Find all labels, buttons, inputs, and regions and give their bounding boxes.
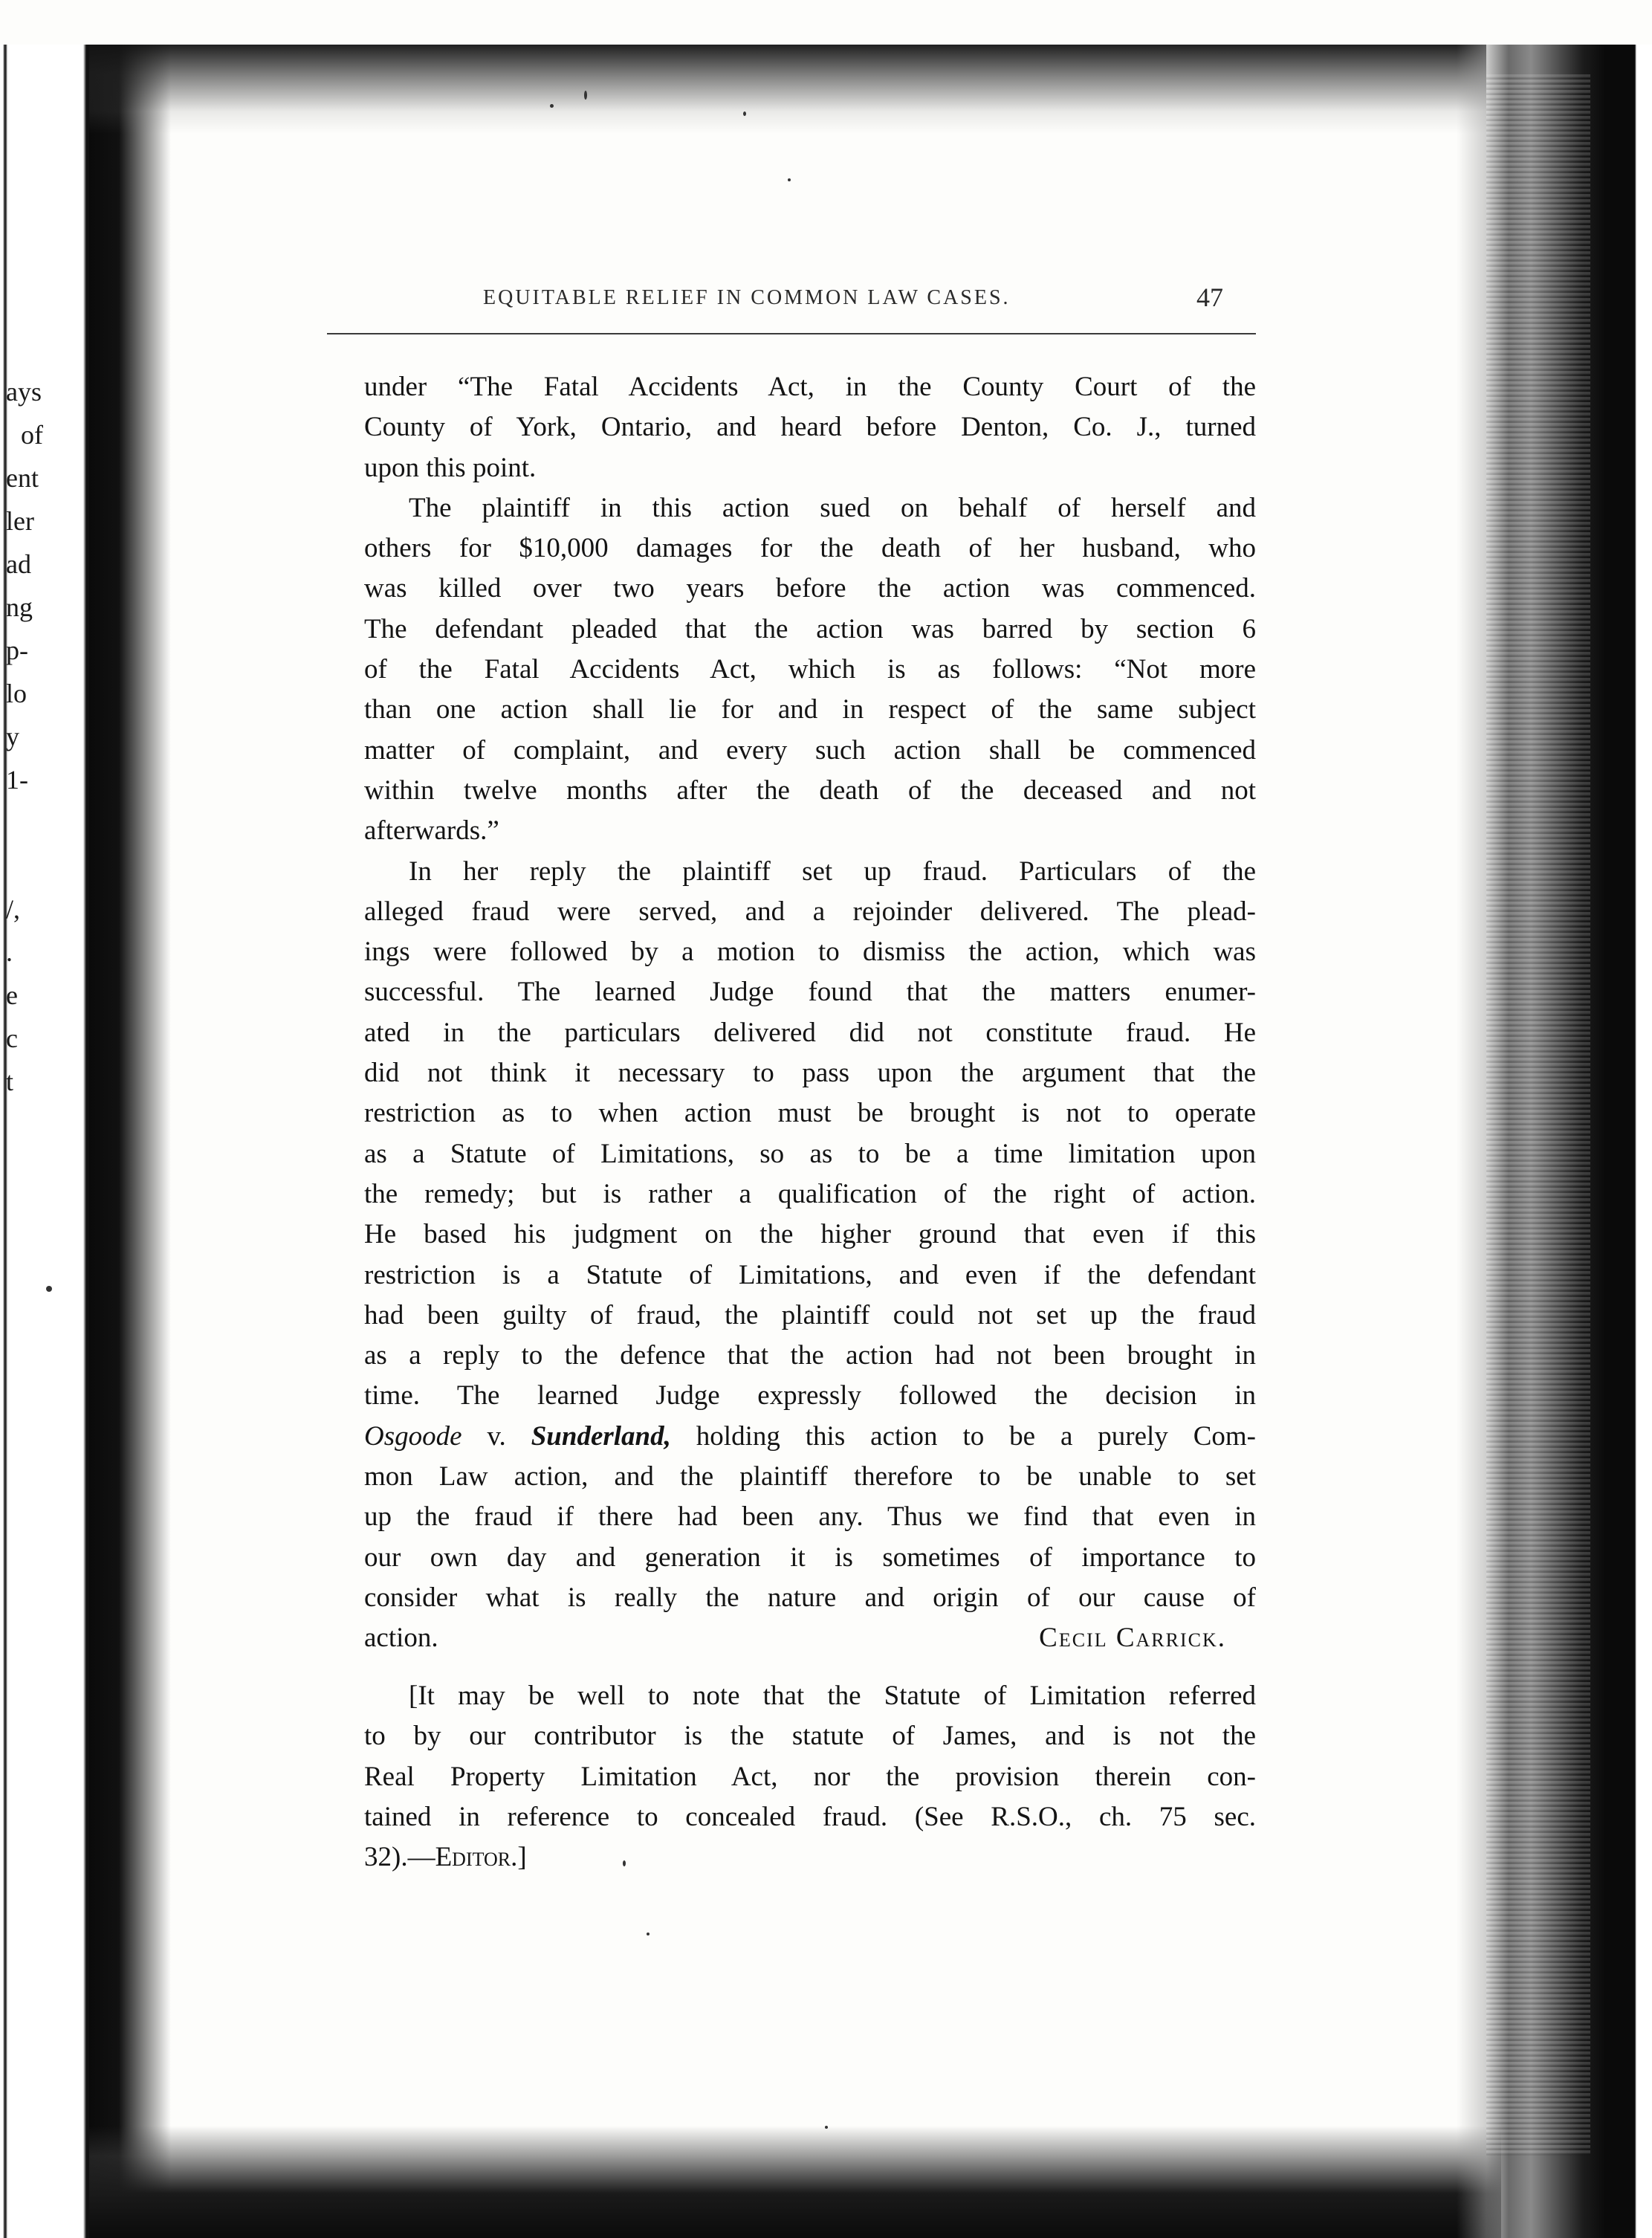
- text-line: had been guilty of fraud, the plaintiff could not set up the fraud: [364, 1299, 1256, 1330]
- text-line: was killed over two years before the action was commenced.: [364, 573, 1256, 604]
- scan-speck: [647, 1933, 650, 1935]
- text-line: of the Fatal Accidents Act, which is as follows: “Not more: [364, 654, 1256, 685]
- text-line: under “The Fatal Accidents Act, in the County Court of the: [364, 372, 1256, 402]
- fragment: ent: [6, 463, 39, 493]
- author-signature: Cecil Carrick.: [1039, 1623, 1226, 1654]
- text-line: ated in the particulars delivered did not constitute fraud. He: [364, 1017, 1256, 1048]
- case-name: Osgoode: [364, 1420, 462, 1452]
- fragment: ler: [6, 506, 34, 536]
- text-line: than one action shall lie for and in respect of the same subject: [364, 694, 1256, 725]
- editor-label: Editor.: [435, 1842, 518, 1873]
- text-line: time. The learned Judge expressly followed the decision in: [364, 1380, 1256, 1411]
- running-head: [483, 282, 1256, 323]
- scan-speck: [825, 2126, 828, 2129]
- scan-speck: [743, 111, 746, 116]
- fragment: t: [6, 1067, 14, 1096]
- text-line: upon this point.: [364, 452, 537, 483]
- case-name: Sunderland,: [531, 1420, 671, 1452]
- editor-note: [364, 1676, 1256, 1878]
- text-line: within twelve months after the death of the deceased and not: [364, 774, 1256, 806]
- note-line: tained in reference to concealed fraud. (See R.S.O., ch. 75 sec.: [364, 1801, 1256, 1832]
- scan-speck: [623, 1860, 626, 1866]
- fragment: /,: [6, 894, 21, 924]
- fragment: p-: [6, 635, 28, 665]
- fragment: .: [6, 937, 13, 967]
- text-line: did not think it necessary to pass upon the argument that the: [364, 1058, 1256, 1089]
- versus: v.: [461, 1420, 531, 1452]
- fragment: 1-: [6, 765, 28, 795]
- text-line: The defendant pleaded that the action was barred by section 6: [364, 613, 1256, 644]
- fragment: of: [21, 420, 43, 450]
- bottom-scan-shadow: [89, 2126, 1501, 2238]
- note-final-prefix: 32).—: [364, 1842, 435, 1873]
- text-line: He based his judgment on the higher ground that even if this: [364, 1219, 1256, 1250]
- scan-speck: [550, 104, 554, 108]
- previous-page-fragments: [6, 370, 73, 1103]
- fragment: e: [6, 980, 18, 1010]
- text-line: others for $10,000 damages for the death of her husband, who: [364, 533, 1256, 564]
- scan-speck: [584, 91, 587, 100]
- text-line: matter of complaint, and every such action shall be commenced: [364, 734, 1256, 766]
- text-line: alleged fraud were served, and a rejoinder delivered. The plead-: [364, 896, 1256, 927]
- text-line: successful. The learned Judge found that the matters enumer-: [364, 977, 1256, 1008]
- running-head-title: EQUITABLE RELIEF IN COMMON LAW CASES.: [483, 286, 1011, 309]
- fragment: c: [6, 1023, 18, 1053]
- text-line: up the fraud if there had been any. Thus we find that even in: [364, 1501, 1256, 1533]
- fragment: ng: [6, 592, 33, 622]
- case-citation-line: [364, 1417, 1256, 1457]
- page-number: 47: [1196, 282, 1223, 312]
- case-line-rest: holding this action to be a purely Com-: [670, 1420, 1256, 1452]
- text-line: our own day and generation it is sometimes of importance to: [364, 1542, 1256, 1573]
- note-final-suffix: ]: [517, 1842, 527, 1873]
- text-line: The plaintiff in this action sued on behalf of herself and: [409, 492, 1256, 523]
- top-scan-shadow: [89, 45, 1486, 134]
- text-line: the remedy; but is rather a qualification of the right of action.: [364, 1178, 1256, 1209]
- last-word: action.: [364, 1623, 438, 1654]
- fragment: lo: [6, 679, 27, 708]
- text-line: County of York, Ontario, and heard before Denton, Co. J., turned: [364, 412, 1256, 443]
- text-line: restriction is a Statute of Limitations, and even if the defendant: [364, 1259, 1256, 1290]
- note-line: to by our contributor is the statute of James, and is not the: [364, 1721, 1256, 1752]
- scan-speck: [788, 178, 791, 181]
- scan-speck: [46, 1286, 52, 1292]
- note-final-line: [364, 1837, 1256, 1878]
- signature-line: [364, 1618, 1256, 1658]
- text-line: afterwards.”: [364, 815, 499, 847]
- note-line: Real Property Limitation Act, nor the provision therein con-: [364, 1761, 1256, 1792]
- fragment: ays: [6, 377, 42, 407]
- text-line: ings were followed by a motion to dismiss the action, which was: [364, 937, 1256, 968]
- note-line: [It may be well to note that the Statute of Limitation referred: [409, 1681, 1256, 1711]
- text-line: mon Law action, and the plaintiff therefore to be unable to set: [364, 1461, 1256, 1492]
- fragment: y: [6, 722, 19, 751]
- header-rule: [327, 333, 1256, 334]
- text-line: as a Statute of Limitations, so as to be a time limitation upon: [364, 1138, 1256, 1169]
- text-line: as a reply to the defence that the action had not been brought in: [364, 1340, 1256, 1371]
- text-line: consider what is really the nature and origin of our cause of: [364, 1582, 1256, 1613]
- fragment: ad: [6, 549, 31, 579]
- gutter-shadow: [89, 45, 171, 2238]
- text-line: In her reply the plaintiff set up fraud. Particulars of the: [409, 856, 1256, 887]
- text-line: restriction as to when action must be brought is not to operate: [364, 1098, 1256, 1129]
- article-body: [364, 367, 1256, 1659]
- right-page-edge-texture: [1486, 74, 1590, 2155]
